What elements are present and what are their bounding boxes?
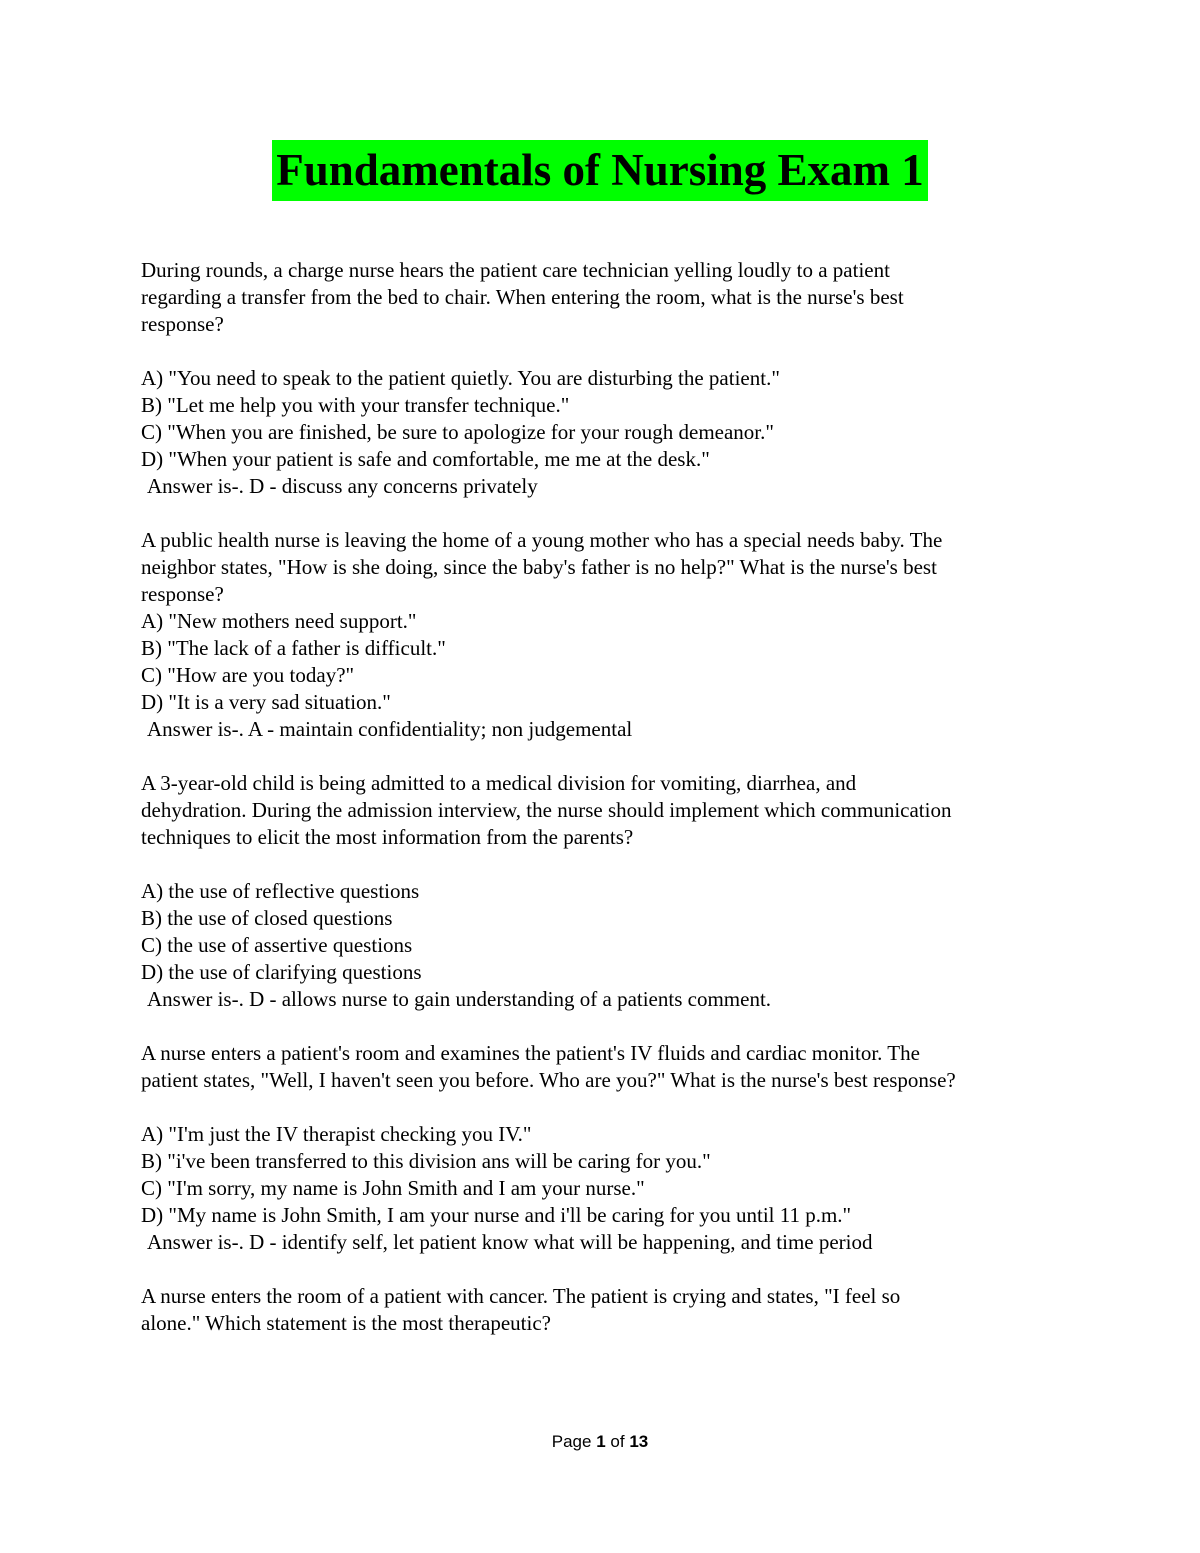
answer-option: D) the use of clarifying questions — [141, 960, 422, 984]
question-block — [141, 1040, 1071, 1256]
page-of-label: of — [610, 1432, 625, 1451]
spacer — [141, 851, 1071, 878]
answer-key: Answer is-. A - maintain confidentiality; non judgemental — [147, 717, 633, 741]
question-stem-line: regarding a transfer from the bed to chair. When entering the room, what is the nurse's best — [141, 285, 904, 309]
question-stem-line: dehydration. During the admission interview, the nurse should implement which communication — [141, 798, 952, 822]
question-block — [141, 527, 1071, 743]
page-current: 1 — [596, 1432, 606, 1451]
question-block — [141, 770, 1071, 1013]
answer-option: C) "When you are finished, be sure to apologize for your rough demeanor." — [141, 420, 774, 444]
answer-option: A) "I'm just the IV therapist checking you IV." — [141, 1122, 532, 1146]
question-stem-line: response? — [141, 312, 224, 336]
spacer — [141, 743, 1071, 770]
spacer — [141, 1256, 1071, 1283]
document-title: Fundamentals of Nursing Exam 1 — [272, 140, 928, 201]
question-block — [141, 1283, 1071, 1337]
question-stem-line: A 3-year-old child is being admitted to a medical division for vomiting, diarrhea, and — [141, 771, 857, 795]
question-stem-line: patient states, "Well, I haven't seen you before. Who are you?" What is the nurse's best response? — [141, 1068, 956, 1092]
question-stem-line: neighbor states, "How is she doing, since the baby's father is no help?" What is the nurse's best — [141, 555, 937, 579]
answer-option: C) "I'm sorry, my name is John Smith and I am your nurse." — [141, 1176, 645, 1200]
spacer — [141, 338, 1071, 365]
answer-option: A) "New mothers need support." — [141, 609, 417, 633]
answer-option: D) "It is a very sad situation." — [141, 690, 391, 714]
question-stem-line: alone." Which statement is the most therapeutic? — [141, 1311, 551, 1335]
answer-option: B) "i've been transferred to this division ans will be caring for you." — [141, 1149, 711, 1173]
spacer — [141, 1094, 1071, 1121]
question-stem-line: A public health nurse is leaving the home of a young mother who has a special needs baby. The — [141, 528, 943, 552]
question-list — [141, 257, 1071, 1337]
answer-option: A) the use of reflective questions — [141, 879, 420, 903]
answer-option: D) "When your patient is safe and comfortable, me me at the desk." — [141, 447, 710, 471]
question-block — [141, 257, 1071, 500]
answer-option: C) "How are you today?" — [141, 663, 355, 687]
spacer — [141, 1013, 1071, 1040]
answer-key: Answer is-. D - discuss any concerns privately — [147, 474, 538, 498]
page-total: 13 — [629, 1432, 649, 1451]
spacer — [141, 500, 1071, 527]
question-stem-line: techniques to elicit the most information from the parents? — [141, 825, 634, 849]
answer-key: Answer is-. D - identify self, let patient know what will be happening, and time period — [147, 1230, 873, 1254]
question-stem-line: response? — [141, 582, 224, 606]
answer-option: C) the use of assertive questions — [141, 933, 413, 957]
answer-option: D) "My name is John Smith, I am your nurse and i'll be caring for you until 11 p.m." — [141, 1203, 852, 1227]
question-stem-line: During rounds, a charge nurse hears the patient care technician yelling loudly to a patient — [141, 258, 890, 282]
answer-option: A) "You need to speak to the patient quietly. You are disturbing the patient." — [141, 366, 780, 390]
answer-option: B) "The lack of a father is difficult." — [141, 636, 446, 660]
title-container — [0, 140, 1200, 201]
answer-option: B) "Let me help you with your transfer technique." — [141, 393, 570, 417]
answer-key: Answer is-. D - allows nurse to gain understanding of a patients comment. — [147, 987, 772, 1011]
page-footer — [0, 1430, 1200, 1454]
question-stem-line: A nurse enters a patient's room and examines the patient's IV fluids and cardiac monitor. The — [141, 1041, 920, 1065]
answer-option: B) the use of closed questions — [141, 906, 393, 930]
page-label: Page — [551, 1432, 592, 1451]
question-stem-line: A nurse enters the room of a patient with cancer. The patient is crying and states, "I feel so — [141, 1284, 901, 1308]
